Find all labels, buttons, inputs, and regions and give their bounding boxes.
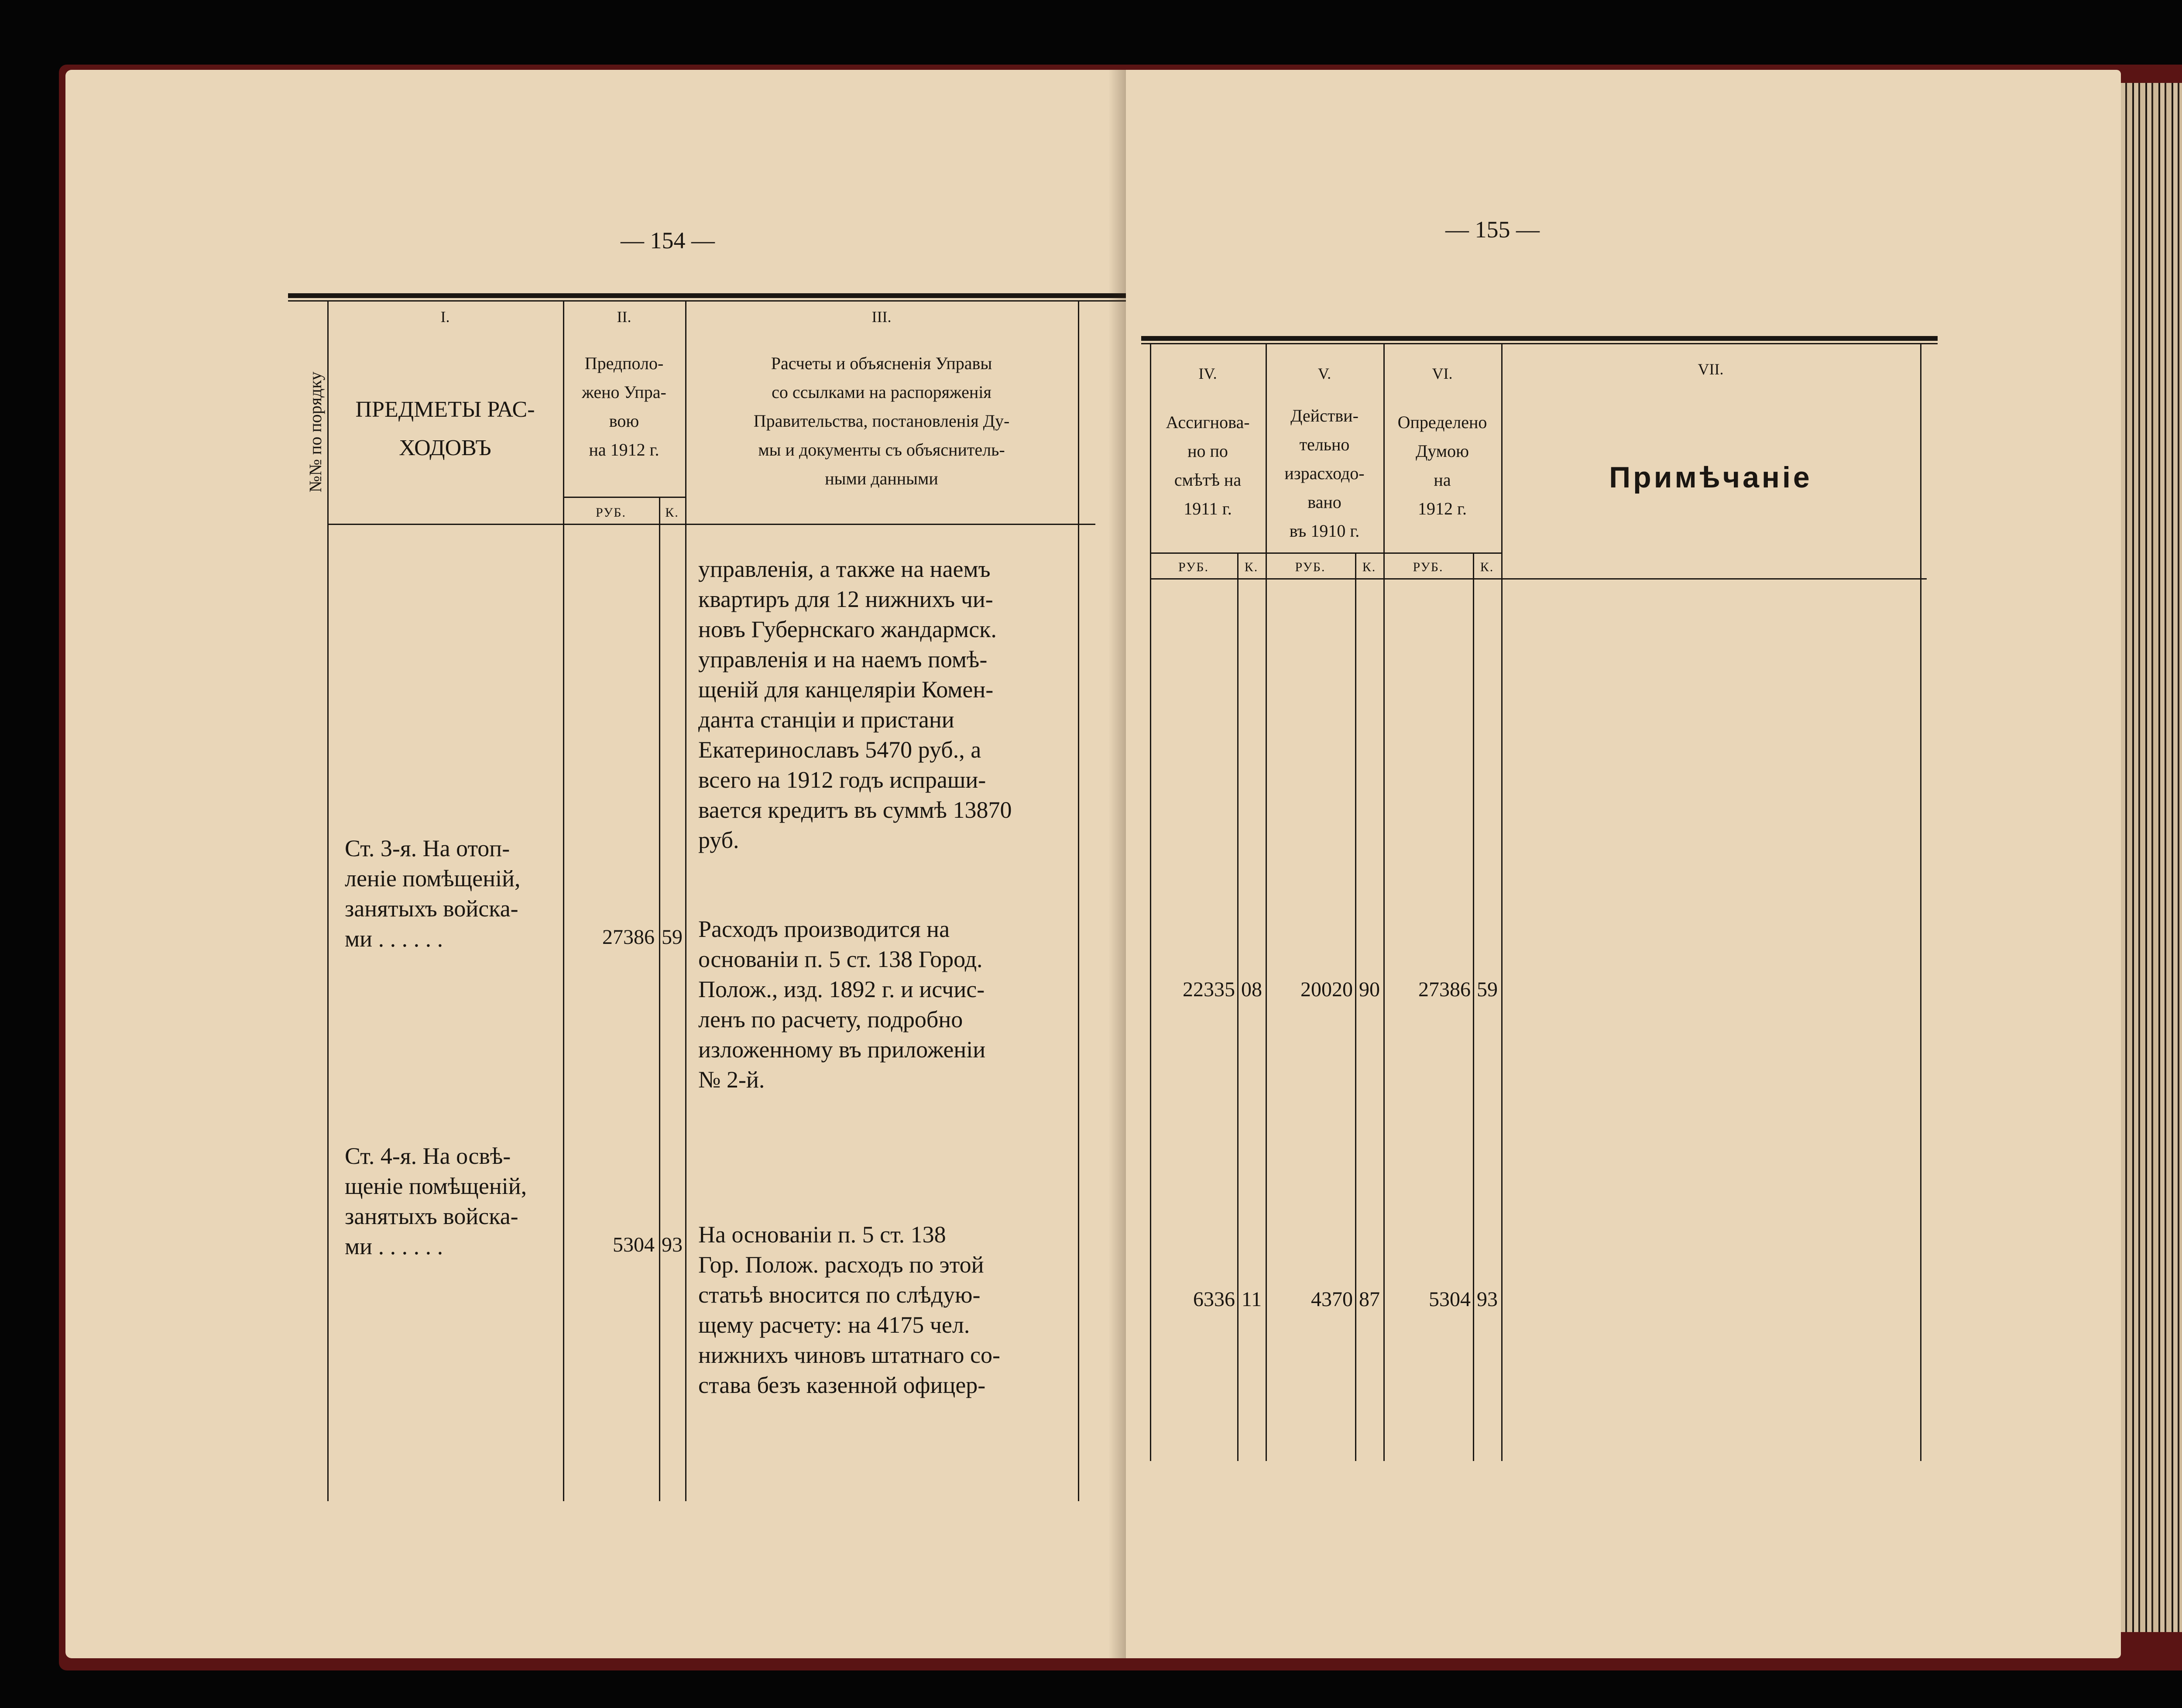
amount-kop: 08	[1241, 978, 1262, 1001]
amount-kop: 90	[1359, 978, 1380, 1001]
amount-kop: 11	[1241, 1288, 1262, 1311]
column-numeral: I.	[440, 308, 450, 326]
kopeck-divider	[1355, 553, 1356, 1461]
item-explanation: На основаніи п. 5 ст. 138 Гор. Полож. расходъ по этой статьѣ вносится по слѣдую- щему расчету: на 4175 чел. нижнихъ чиновъ штатнаго со- става безъ казенной офицер-	[698, 1221, 1000, 1398]
item-explanation: Расходъ производится на основаніи п. 5 ст. 138 Город. Полож., изд. 1892 г. и исчис- ленъ по расчету, подробно изложенному въ приложеніи № 2-й.	[698, 916, 986, 1093]
column-divider	[1501, 344, 1503, 1461]
unit-rub: РУБ.	[596, 505, 626, 520]
amount-rub: 27386	[1418, 978, 1471, 1001]
column-divider	[1078, 301, 1079, 1501]
unit-kop: К.	[1362, 560, 1376, 574]
column-title-assigned: Ассигнова- но по смѣтѣ на 1911 г.	[1166, 412, 1250, 518]
continuation-text: управленія, а также на наемъ квартиръ для 12 нижнихъ чи- новъ Губернскаго жандармск. управленія и на наемъ помѣ- щеній для канцеляріи Комен- данта станціи и пристани Екатеринославъ 5470 руб., а всего на 1912 годъ испраши- вается кредитъ въ суммѣ 13870 руб.	[698, 556, 1012, 853]
column-numeral: II.	[617, 308, 631, 326]
table-top-rule	[1141, 336, 1938, 341]
unit-kop: К.	[665, 505, 679, 520]
amount-rub: 6336	[1193, 1288, 1235, 1311]
order-number-label: №№ по порядку	[305, 371, 325, 493]
amount-rub: 5304	[1429, 1288, 1471, 1311]
column-title-items: ПРЕДМЕТЫ РАС- ХОДОВЪ	[355, 397, 535, 460]
column-numeral: III.	[871, 308, 892, 326]
column-numeral: VI.	[1432, 365, 1453, 382]
header-bottom-rule	[1150, 578, 1927, 580]
column-numeral: IV.	[1198, 365, 1217, 382]
page-edges	[2121, 83, 2182, 1632]
column-numeral: VII.	[1698, 360, 1724, 378]
header-bottom-rule	[327, 524, 1095, 525]
amount-kop: 87	[1359, 1288, 1380, 1311]
column-title-spent: Действи- тельно израсходо- вано въ 1910 г.	[1284, 406, 1365, 541]
column-title-proposed: Предполо- жено Упра- вою на 1912 г.	[582, 353, 666, 460]
amount-kop: 93	[662, 1233, 683, 1256]
item-description: Ст. 4-я. На освѣ- щеніе помѣщеній, занятыхъ войска- ми . . . . . .	[345, 1143, 527, 1259]
amount-kop: 59	[662, 926, 683, 949]
page-number: — 154 —	[621, 227, 715, 254]
amount-kop: 59	[1477, 978, 1498, 1001]
unit-rub: РУБ.	[1413, 560, 1444, 574]
left-page	[65, 70, 1126, 1658]
column-divider	[563, 301, 564, 1501]
unit-rub: РУБ.	[1178, 560, 1209, 574]
column-title-explanations: Расчеты и объясненія Управы со ссылками на распоряженія Правительства, постановленія Ду- мы и документы съ объяснитель- ными данными	[753, 353, 1010, 488]
amount-rub: 22335	[1183, 978, 1235, 1001]
amount-rub: 20020	[1300, 978, 1353, 1001]
amount-rub: 27386	[602, 926, 655, 949]
kopeck-divider	[1473, 553, 1474, 1461]
table-top-rule-thin	[1141, 343, 1938, 344]
column-title-notes: Примѣчаніе	[1609, 461, 1812, 494]
column-numeral: V.	[1317, 365, 1331, 382]
item-description: Ст. 3-я. На отоп- леніе помѣщеній, занятыхъ войска- ми . . . . . .	[345, 835, 521, 952]
amount-rub: 4370	[1311, 1288, 1353, 1311]
amount-kop: 93	[1477, 1288, 1498, 1311]
kopeck-divider	[659, 497, 660, 1501]
table-top-rule-thin	[288, 300, 1161, 302]
units-rule	[1150, 552, 1501, 554]
unit-kop: К.	[1244, 560, 1259, 574]
page-number: — 155 —	[1445, 216, 1540, 243]
table-top-rule	[288, 293, 1161, 298]
unit-kop: К.	[1480, 560, 1494, 574]
amount-rub: 5304	[613, 1233, 655, 1256]
unit-rub: РУБ.	[1295, 560, 1326, 574]
right-page	[1126, 70, 2121, 1658]
column-divider	[1920, 344, 1921, 1461]
units-rule	[563, 497, 685, 498]
column-title-determined: Определено Думою на 1912 г.	[1397, 412, 1487, 518]
kopeck-divider	[1237, 553, 1239, 1461]
